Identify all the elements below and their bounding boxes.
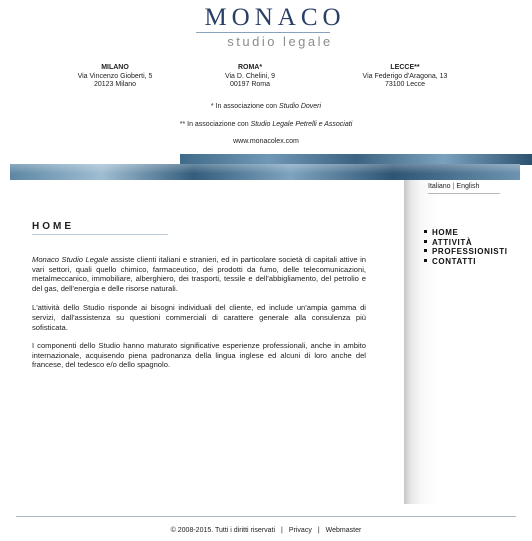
header-banner <box>0 154 532 180</box>
footer-divider <box>16 516 516 517</box>
lang-separator: | <box>452 183 455 190</box>
office-milano <box>40 64 190 90</box>
bullet-icon <box>424 259 427 262</box>
office-postal: 00197 Roma <box>229 81 271 88</box>
association-note-roma <box>0 103 532 110</box>
main-content <box>32 255 366 380</box>
menu-item-label: PROFESSIONISTI <box>432 247 508 256</box>
menu-item-contatti[interactable] <box>424 257 508 267</box>
note-prefix: * In associazione con <box>210 103 280 110</box>
menu-item-label: HOME <box>432 228 459 237</box>
footer-separator: | <box>317 527 320 534</box>
page-title: HOME <box>32 221 74 232</box>
office-roma <box>175 64 325 90</box>
bullet-icon <box>424 240 427 243</box>
bullet-icon <box>424 230 427 233</box>
lang-english-link[interactable]: English <box>456 183 480 190</box>
logo-divider <box>196 32 330 33</box>
menu-item-home[interactable] <box>424 228 508 238</box>
office-lecce <box>330 64 480 90</box>
menu-item-professionisti[interactable] <box>424 247 508 257</box>
firm-name: Monaco Studio Legale <box>32 255 109 264</box>
privacy-link[interactable]: Privacy <box>288 527 312 534</box>
copyright: © 2008-2015. Tutti i diritti riservati <box>170 527 276 534</box>
intro-paragraph <box>32 255 366 293</box>
services-paragraph: L'attività dello Studio risponde ai bisogni individuali del cliente, ed include un'ampia gamma di servizi, dall'assistenza su questioni commerciali di carattere generale alla consulenza più sofisticata. <box>32 303 366 332</box>
sidebar <box>404 180 518 504</box>
office-city: MILANO <box>101 64 129 71</box>
team-paragraph: I componenti dello Studio hanno maturato significative esperienze professionali, anche in ambito internazionale, acquisendo piena padronanza della lingua inglese ed alcuni di loro anche del francese, del tedesco e/o dello spagnolo. <box>32 341 366 370</box>
logo-title: MONACO <box>204 4 346 31</box>
main-menu <box>424 228 508 266</box>
logo[interactable] <box>0 4 532 32</box>
intro-text: assiste clienti italiani e stranieri, ed in particolare società di capitali attive in vari settori, quali quello chimico, farmaceutico, dei prodotti da fumo, delle telecomunicazioni, metalmeccanico, immobiliare, alberghiero, dei trasporti, tessile e dell'abbigliamento, del petrolio e del gas, dell'energia e delle risorse naturali. <box>32 255 367 293</box>
office-street: Via Federigo d'Aragona, 13 <box>362 72 448 80</box>
note-partner-link[interactable]: Studio Legale Petrelli e Associati <box>250 121 353 128</box>
office-city: LECCE** <box>390 64 420 71</box>
lang-italian-link[interactable]: Italiano <box>428 183 451 190</box>
association-note-lecce <box>0 121 532 128</box>
logo-subtitle: studio legale <box>227 34 333 49</box>
office-postal: 20123 Milano <box>93 81 137 88</box>
menu-item-attivita[interactable] <box>424 238 508 248</box>
website-link[interactable]: www.monacolex.com <box>233 138 299 145</box>
office-city: ROMA* <box>237 64 263 71</box>
office-postal: 73100 Lecce <box>384 81 426 88</box>
banner-shine <box>10 164 520 180</box>
bullet-icon <box>424 249 427 252</box>
menu-item-label: CONTATTI <box>432 256 477 266</box>
webmaster-link[interactable]: Webmaster <box>325 527 362 534</box>
note-partner-link[interactable]: Studio Doveri <box>279 103 322 110</box>
footer <box>0 527 532 534</box>
footer-separator: | <box>281 527 283 534</box>
office-street: Via D. Chelini, 9 <box>224 72 276 80</box>
language-switcher <box>428 183 479 190</box>
note-prefix: ** In associazione con <box>179 121 251 128</box>
office-street: Via Vincenzo Gioberti, 5 <box>77 72 153 80</box>
title-underline <box>32 234 168 235</box>
menu-item-label: ATTIVITÀ <box>432 237 473 247</box>
language-divider <box>428 193 500 194</box>
